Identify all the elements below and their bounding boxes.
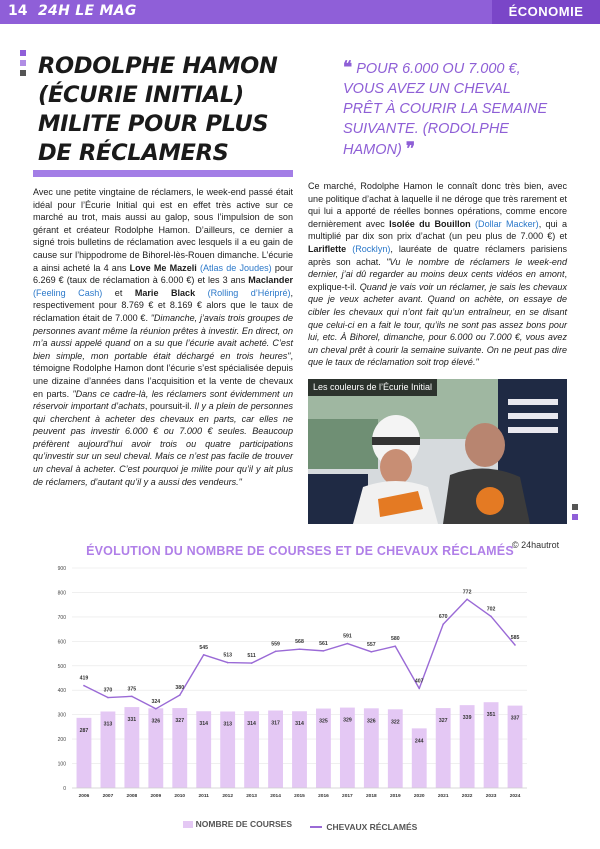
bar-value-label: 326 [367, 718, 376, 725]
horse-name: Lariflette [308, 243, 347, 254]
line-point [179, 694, 181, 696]
bar-value-label: 339 [462, 715, 472, 722]
x-tick-label: 2007 [102, 794, 114, 799]
x-tick-label: 2020 [413, 794, 425, 799]
line-value-label: 559 [271, 641, 280, 648]
page-number: 14 [8, 3, 28, 19]
jockey-photo-illustration [308, 379, 567, 524]
line-value-label: 511 [247, 653, 256, 660]
line-point [251, 662, 253, 664]
line-value-label: 670 [438, 614, 448, 621]
line-point [466, 598, 468, 600]
line-value-label: 702 [486, 606, 496, 613]
x-tick-label: 2008 [126, 794, 138, 799]
legend-item-courses: NOMBRE DE COURSES [183, 819, 292, 829]
line-value-label: 370 [103, 687, 113, 694]
x-tick-label: 2022 [461, 794, 473, 799]
line-point [155, 708, 157, 710]
line-point [418, 688, 420, 690]
line-value-label: 557 [367, 641, 376, 648]
y-tick-label: 200 [57, 737, 66, 744]
bar-value-label: 322 [390, 719, 400, 726]
horse-name: Love Me Mazeli [129, 262, 197, 273]
page-header [0, 0, 600, 24]
y-tick-label: 100 [57, 761, 66, 768]
line-value-label: 772 [462, 589, 472, 596]
y-tick-label: 0 [63, 786, 66, 792]
horse-name: Marie Black [134, 287, 196, 298]
line-point [514, 644, 516, 646]
line-value-label: 568 [295, 639, 304, 646]
line-point [347, 643, 349, 645]
bar-value-label: 314 [247, 721, 256, 728]
x-tick-label: 2015 [294, 794, 305, 799]
line-value-label: 380 [175, 685, 185, 692]
y-tick-label: 800 [57, 590, 66, 597]
horse-name: Maclander [248, 275, 293, 286]
x-tick-label: 2013 [246, 794, 257, 799]
x-tick-label: 2019 [389, 794, 401, 799]
deco-square [572, 504, 578, 510]
x-tick-label: 2014 [270, 794, 281, 799]
line-value-label: 419 [79, 675, 89, 682]
bar-value-label: 314 [295, 721, 304, 728]
photo-caption: Les couleurs de l’Écurie Initial [308, 379, 437, 396]
line-value-label: 585 [510, 635, 520, 641]
line-value-label: 513 [223, 652, 232, 659]
legend-bar-swatch [183, 821, 193, 828]
deco-square [20, 70, 26, 76]
line-point [107, 697, 109, 699]
bar-value-label: 317 [271, 720, 280, 727]
bar-value-label: 313 [223, 721, 232, 728]
line-point [275, 651, 277, 653]
line-value-label: 375 [127, 686, 137, 693]
bar-value-label: 244 [414, 738, 424, 745]
rubric-label: ÉCONOMIE [492, 0, 600, 24]
photo-credit: © 24hautrot [512, 540, 560, 550]
close-quote-icon: ❞ [405, 139, 415, 158]
bar-value-label: 313 [103, 721, 113, 728]
x-tick-label: 2006 [78, 794, 90, 799]
line-point [203, 654, 205, 656]
y-tick-label: 700 [57, 614, 66, 621]
x-tick-label: 2021 [437, 794, 449, 799]
deco-square [20, 50, 26, 56]
bar-value-label: 337 [510, 715, 520, 722]
line-value-label: 407 [414, 678, 424, 685]
horse-link[interactable]: (Rolling d’Héripré) [207, 287, 291, 298]
bar-value-label: 329 [343, 717, 352, 724]
bar-value-label: 327 [175, 718, 185, 725]
x-tick-label: 2016 [318, 794, 329, 799]
legend-item-chevaux: CHEVAUX RÉCLAMÉS [310, 822, 417, 832]
x-tick-label: 2009 [150, 794, 162, 799]
chart-bar [412, 728, 427, 788]
deco-square [20, 60, 26, 66]
title-underline [33, 170, 293, 177]
magazine-name: 24H LE MAG [38, 3, 137, 19]
line-value-label: 591 [343, 633, 352, 640]
x-tick-label: 2011 [198, 794, 209, 799]
bar-value-label: 327 [438, 718, 448, 725]
x-tick-label: 2023 [485, 794, 497, 799]
y-tick-label: 400 [57, 688, 66, 695]
pull-quote [343, 58, 551, 160]
evolution-chart [0, 558, 600, 808]
article-column-1: Avec une petite vingtaine de réclamers, le week-end passé était idéal pour l’Écurie Initial qui est en effet très active sur ce marché au trot, mais aussi au galop, sous l’impulsion de son gérant et créateur Rodolphe Hamon. D’ailleurs, ce dernier a signé trois bulletins de réclamation avec lesquels il a eu gain de cause sur l’hippodrome de Bihorel-lès-Rouen dimanche. L’écurie a ainsi acheté la 4 ans Love Me Mazeli (Atlas de Joudes) pour 6.269 € (taux de réclamation à 6.000 €) et les 3 ans Maclander (Feeling Cash) et Marie Black (Rolling d’Héripré), respectivement pour 8.769 € et 8.169 € alors que le taux de réclamation était de 7.000 €. "Dimanche, j’avais trois groupes de personnes avant même la réunion prêtes à investir. En direct, on m’a aussi appelé quand on a su que l’écurie avait acheté. C’est bien simple, mon portable était déchargé en trois heures", témoigne Rodolphe Hamon dont l’écurie s’est spécialisée depuis une dizaine d’années dans l’acquisition et la vente de chevaux en parts. "Dans ce cadre-là, les réclamers sont évidemment un réservoir important d’achats, poursuit-il. Il y a plein de personnes qui cherchent à acheter des chevaux en parts, car elles ne peuvent pas investir 6.000 € ou 7.000 € seules. Beaucoup préfèrent aujourd’hui avoir trois ou quatre participations qu’investir sur un seul cheval. Mais ce n’est pas facile de trouver un cheval à acheter. C’est pourquoi je milite pour qu’il y ait plus de réclamers, d’autant qu’il y a aussi des vendeurs." [33, 187, 293, 487]
line-value-label: 561 [319, 640, 328, 647]
x-tick-label: 2017 [342, 794, 353, 799]
horse-name: Isolée du Bouillon [389, 218, 471, 229]
line-value-label: 580 [390, 636, 400, 643]
article-column-2: Ce marché, Rodolphe Hamon le connaît donc très bien, avec une politique d’achat à laquelle il ne déroge que très rarement et qui lui a apporté de réelles bonnes opérations, comme encore dernièrement avec Isolée du Bouillon (Dollar Macker), qui a multiplié par dix son prix d’achat (un peu plus de 7.000 €) et Lariflette (Rocklyn), lauréate de quatre réclamers parisiens après son achat. "Vu le nombre de réclamers le week-end dernier, j’ai dû regarder au moins deux cents vidéos en amont, explique-t-il. Quand je vais voir un réclamer, je sais les chevaux que je veux acheter avant. Quand on achète, on essaye de cibler les chevaux qui n’ont fait qu’un entraîneur, en se disant que celui-ci en a fait le tour, qu’ils ne sont pas assez bons pour lui, etc. À Bihorel, dimanche, pour 6.000 ou 7.000 €, vous avez un cheval prêt à courir la semaine suivante. On ne peut pas dire que le taux de réclamation soit trop élevé." [308, 181, 568, 368]
bar-value-label: 287 [79, 727, 89, 734]
line-point [442, 623, 444, 625]
line-point [394, 645, 396, 647]
line-point [227, 662, 229, 664]
x-tick-label: 2024 [509, 794, 521, 799]
y-tick-label: 600 [57, 639, 66, 646]
x-tick-label: 2012 [222, 794, 233, 799]
bar-value-label: 326 [151, 718, 161, 725]
line-point [131, 696, 133, 698]
article-photo [308, 379, 567, 524]
chart-legend [0, 819, 600, 832]
horse-link[interactable]: (Atlas de Joudes) [199, 262, 272, 273]
line-point [490, 616, 492, 618]
open-quote-icon: ❝ [343, 58, 353, 77]
y-tick-label: 900 [57, 566, 66, 572]
line-value-label: 324 [151, 698, 161, 705]
y-tick-label: 300 [57, 712, 66, 719]
line-point [323, 650, 325, 652]
line-point [83, 685, 85, 687]
line-point [299, 648, 301, 650]
horse-link[interactable]: (Dollar Macker) [475, 218, 539, 229]
horse-link[interactable]: (Feeling Cash) [33, 287, 103, 298]
article-title: RODOLPHE HAMON (ÉCURIE INITIAL) MILITE POUR PLUS DE RÉCLAMERS [38, 53, 278, 166]
horse-link[interactable]: (Rocklyn) [352, 243, 391, 254]
line-value-label: 545 [199, 644, 209, 651]
line-series [84, 599, 515, 709]
bar-value-label: 351 [486, 712, 496, 719]
x-tick-label: 2018 [366, 794, 377, 799]
chart-title: ÉVOLUTION DU NOMBRE DE COURSES ET DE CHEVAUX RÉCLAMÉS [86, 544, 514, 558]
deco-square [572, 514, 578, 520]
pull-quote-text: POUR 6.000 OU 7.000 €, VOUS AVEZ UN CHEVAL PRÊT À COURIR LA SEMAINE SUIVANTE. (RODOLPHE HAMON) [343, 61, 548, 158]
y-tick-label: 500 [57, 663, 66, 670]
bar-value-label: 314 [199, 721, 209, 728]
bar-value-label: 331 [127, 717, 137, 724]
x-tick-label: 2010 [174, 794, 186, 799]
line-point [371, 651, 373, 653]
legend-line-swatch [310, 826, 322, 828]
bar-value-label: 325 [319, 718, 328, 725]
